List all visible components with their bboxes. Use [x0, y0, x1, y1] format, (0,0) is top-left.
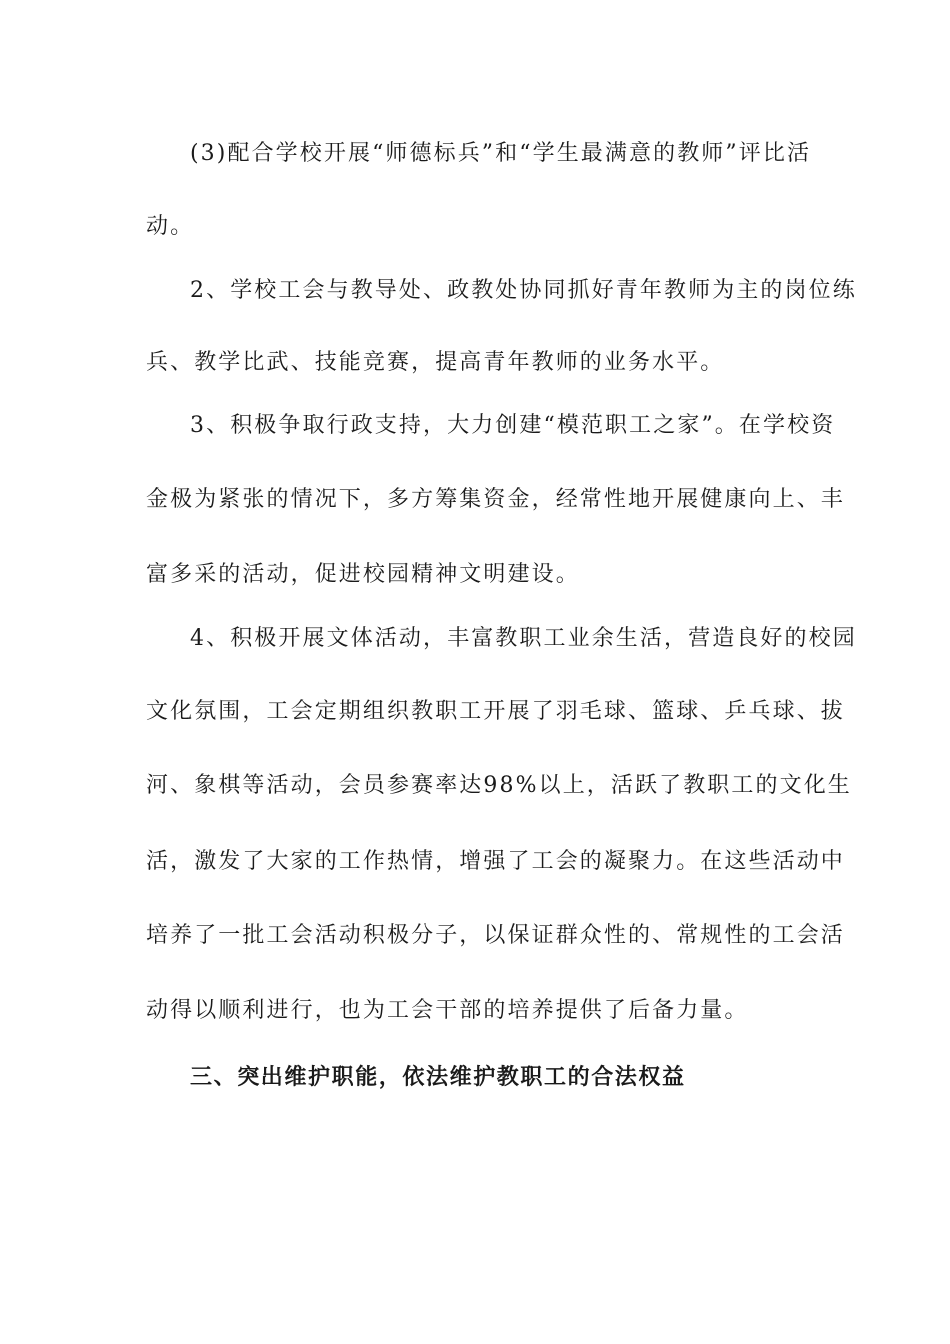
- paragraph-4-line-4: 活，激发了大家的工作热情，增强了工会的凝聚力。在这些活动中: [146, 849, 845, 874]
- paragraph-4-line-6: 动得以顺利进行，也为工会干部的培养提供了后备力量。: [146, 998, 749, 1023]
- paragraph-1-line-1: (3)配合学校开展“师德标兵”和“学生最满意的教师”评比活: [190, 141, 812, 166]
- paragraph-4-line-1: 4、积极开展文体活动，丰富教职工业余生活，营造良好的校园: [190, 626, 857, 651]
- paragraph-2-line-2: 兵、教学比武、技能竞赛，提高青年教师的业务水平。: [146, 350, 725, 375]
- paragraph-3-line-1: 3、积极争取行政支持，大力创建“模范职工之家”。在学校资: [190, 413, 836, 438]
- paragraph-4-line-5: 培养了一批工会活动积极分子，以保证群众性的、常规性的工会活: [146, 923, 845, 948]
- paragraph-3-line-3: 富多采的活动，促进校园精神文明建设。: [146, 562, 580, 587]
- paragraph-2-line-1: 2、学校工会与教导处、政教处协同抓好青年教师为主的岗位练: [190, 278, 857, 303]
- paragraph-4-line-2: 文化氛围，工会定期组织教职工开展了羽毛球、篮球、乒乓球、拔: [146, 699, 845, 724]
- section-heading: 三、突出维护职能，依法维护教职工的合法权益: [190, 1064, 686, 1090]
- paragraph-3-line-2: 金极为紧张的情况下，多方筹集资金，经常性地开展健康向上、丰: [146, 487, 845, 512]
- paragraph-4-line-3: 河、象棋等活动，会员参赛率达98%以上，活跃了教职工的文化生: [146, 773, 852, 798]
- paragraph-1-line-2: 动。: [146, 214, 195, 239]
